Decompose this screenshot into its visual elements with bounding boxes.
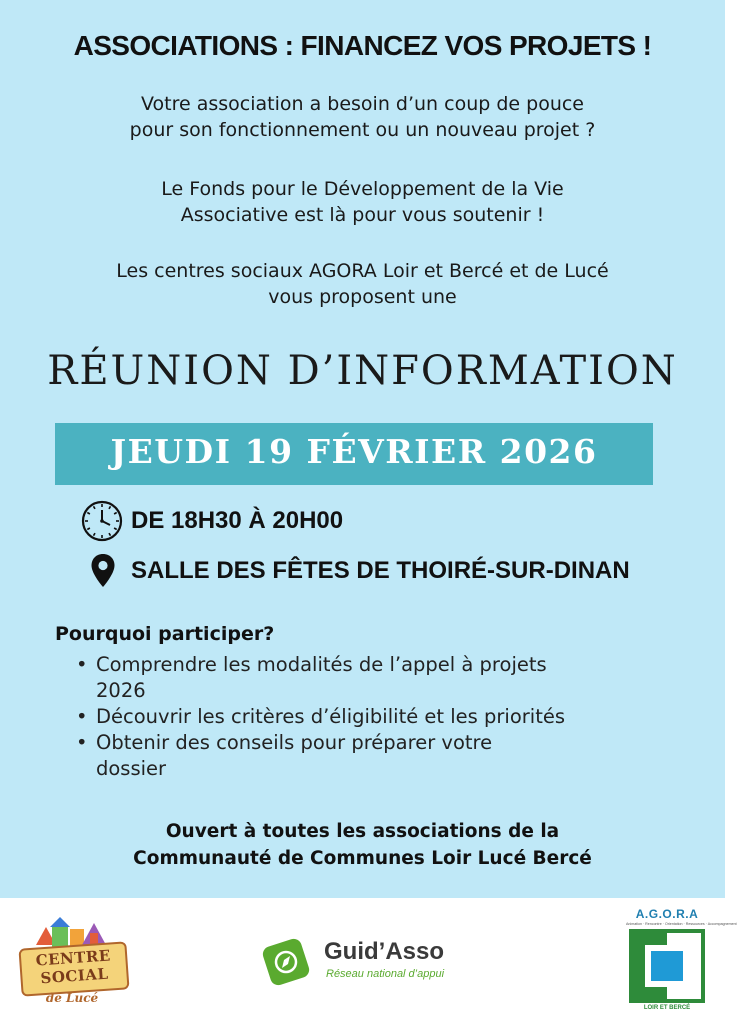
centre-social-banner: CENTRE SOCIAL <box>18 941 129 996</box>
map-pin-icon <box>90 553 116 589</box>
centre-social-luce-logo: CENTRE SOCIAL de Lucé <box>18 911 126 1011</box>
why-title: Pourquoi participer? <box>55 623 275 645</box>
open-to-all-note: Ouvert à toutes les associations de la Communauté de Communes Loir Lucé Bercé <box>133 821 592 869</box>
list-item: • Comprendre les modalités de l’appel à projets 2026 <box>76 652 565 704</box>
event-date-band <box>55 423 653 485</box>
list-item: • Obtenir des conseils pour préparer votre dossier <box>76 730 565 782</box>
agora-square-icon <box>629 929 705 1003</box>
intro-paragraph-2: Le Fonds pour le Développement de la Vie Associative est là pour vous soutenir ! <box>161 178 564 226</box>
why-list <box>76 652 565 782</box>
agora-logo: A.G.O.R.A Animation · Rencontre · Orientation · Ressources · Accompagnement LOIR ET BERCÉ <box>626 907 737 1011</box>
guidasso-logo: Guid’Asso Réseau national d’appui <box>258 932 488 992</box>
event-time: DE 18H30 À 20H00 <box>131 507 344 534</box>
compass-icon <box>258 934 314 990</box>
intro-paragraph-3: Les centres sociaux AGORA Loir et Bercé et de Lucé vous proposent une <box>116 260 609 308</box>
poster-title: ASSOCIATIONS : FINANCEZ VOS PROJETS ! <box>73 30 652 61</box>
event-date: JEUDI 19 FÉVRIER 2026 <box>110 432 598 471</box>
event-heading: RÉUNION D’INFORMATION <box>47 348 678 394</box>
event-place: SALLE DES FÊTES DE THOIRÉ-SUR-DINAN <box>131 557 630 584</box>
list-item: • Découvrir les critères d’éligibilité et les priorités <box>76 704 565 730</box>
clock-icon <box>80 499 124 543</box>
intro-paragraph-1: Votre association a besoin d’un coup de pouce pour son fonctionnement ou un nouveau projet ? <box>129 93 596 141</box>
